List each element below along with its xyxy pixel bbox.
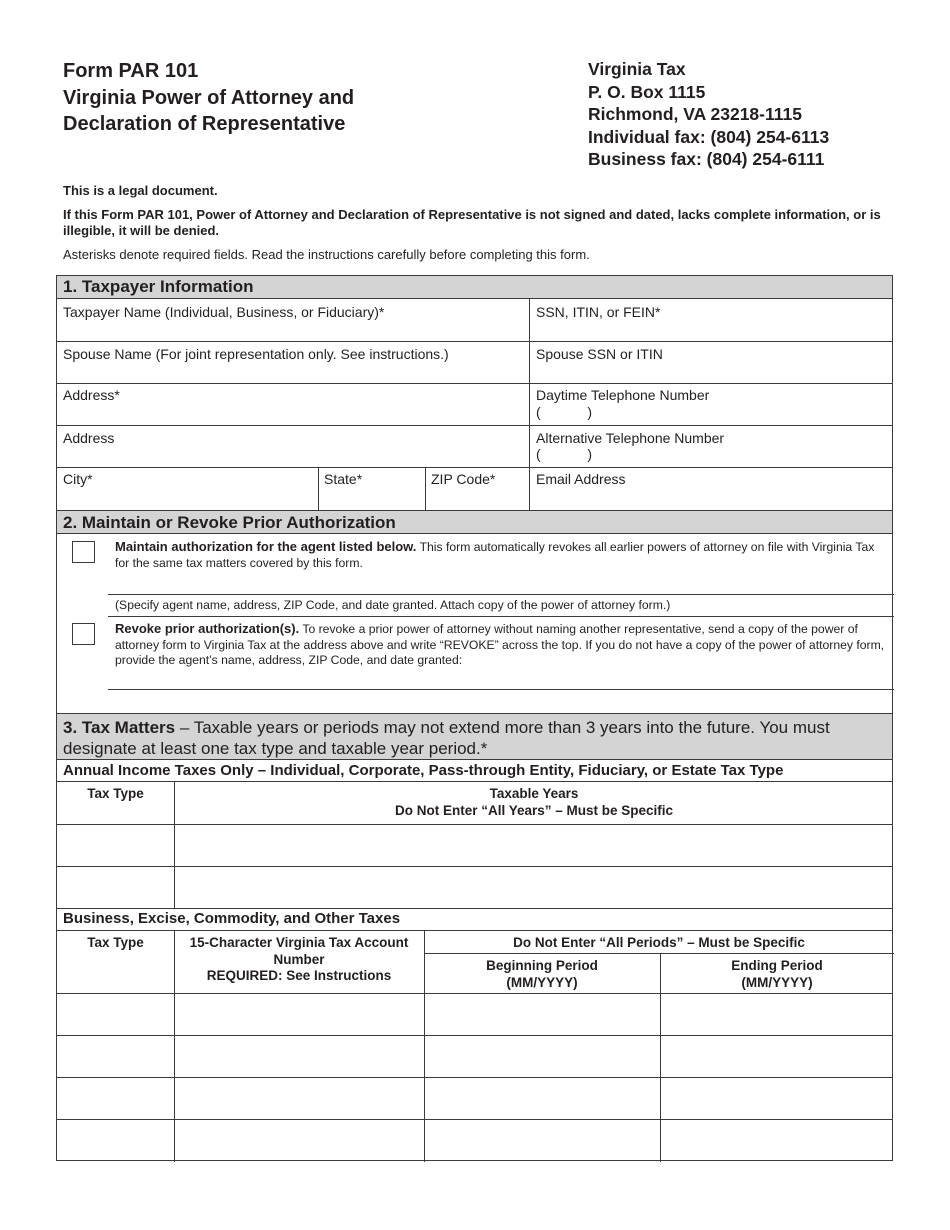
divider [57,1035,892,1036]
legal-notice: This is a legal document. [63,183,218,198]
daytime-phone-field[interactable]: Daytime Telephone Number [536,387,710,403]
ending-period-label: Ending Period [731,958,823,973]
po-box: P. O. Box 1115 [588,81,706,102]
ending-period-format: (MM/YYYY) [741,974,813,990]
section3-heading [57,713,892,760]
state-field[interactable]: State* [324,471,363,487]
business-fax: Business fax: (804) 254-6111 [588,149,825,169]
divider [57,467,892,468]
beginning-period-format: (MM/YYYY) [506,974,578,990]
business-tax-type-header: Tax Type [87,935,144,950]
form-body [56,275,893,1161]
specify-note: (Specify agent name, address, ZIP Code, and date granted. Attach copy of the power of attorney form.) [115,598,671,612]
divider [57,824,892,825]
ssn-field[interactable]: SSN, ITIN, or FEIN* [536,304,661,320]
section2-heading: 2. Maintain or Revoke Prior Authorization [57,510,892,534]
beginning-period-header [424,958,660,991]
maintain-desc: This form automatically revokes all earlier powers of attorney on file with Virginia Tax for the same tax matters covered by this form. [115,540,875,570]
divider [57,425,892,426]
spouse-ssn-field[interactable]: Spouse SSN or ITIN [536,346,663,362]
divider [318,467,319,510]
maintain-checkbox[interactable] [72,541,95,563]
taxable-years-label: Taxable Years [489,786,579,801]
revoke-desc: To revoke a prior power of attorney without naming another representative, send a copy of the power of attorney form to Virginia Tax at the address above and write “REVOKE” across the top. If you do not have a copy of the power of attorney form, provide the agent’s name, address, ZIP Code, and date granted: [115,622,885,667]
agency-name: Virginia Tax [588,59,686,79]
beginning-period-label: Beginning Period [486,958,598,973]
zip-field[interactable]: ZIP Code* [431,471,496,487]
form-title [63,58,483,138]
annual-tax-type-header: Tax Type [87,786,144,801]
account-number-line1: 15-Character Virginia Tax Account [189,935,409,950]
divider [57,866,892,867]
business-taxes-heading: Business, Excise, Commodity, and Other Taxes [57,908,892,931]
alt-phone-field[interactable]: Alternative Telephone Number [536,430,725,446]
divider [57,993,892,994]
divider [425,467,426,510]
daytime-phone-parens: ( ) [536,404,592,420]
revoke-bold: Revoke prior authorization(s). [115,621,300,636]
revoke-text [115,621,887,669]
account-number-header [174,935,424,985]
city-state-zip: Richmond, VA 23218-1115 [588,104,802,124]
maintain-agent-line[interactable] [108,594,894,595]
ending-period-header [660,958,894,991]
address1-field[interactable]: Address* [63,387,120,403]
divider [424,953,894,954]
denial-notice: If this Form PAR 101, Power of Attorney and Declaration of Representative is not signed and dated, lacks complete information, or is illegible, it will be denied. [63,207,881,238]
not-all-years-label: Do Not Enter “All Years” – Must be Specific [394,802,674,818]
account-number-line2: Number [273,951,325,967]
taxable-years-header [174,786,894,819]
form-number: Form PAR 101 [63,60,199,82]
alt-phone-parens: ( ) [536,446,592,462]
divider [57,341,892,342]
divider [57,383,892,384]
divider [108,616,894,617]
form-title-line2: Declaration of Representative [63,113,346,135]
revoke-agent-line[interactable] [108,689,894,690]
city-field[interactable]: City* [63,471,93,487]
taxpayer-name-field[interactable]: Taxpayer Name (Individual, Business, or Fiduciary)* [63,304,385,320]
section1-heading: 1. Taxpayer Information [57,276,892,299]
asterisk-notice: Asterisks denote required fields. Read the instructions carefully before completing this form. [63,247,590,262]
divider [529,299,530,510]
address2-field[interactable]: Address [63,430,115,446]
section3-heading-bold: 3. Tax Matters [63,718,176,737]
account-number-line3: REQUIRED: See Instructions [206,968,392,983]
annual-taxes-heading: Annual Income Taxes Only – Individual, Corporate, Pass-through Entity, Fiduciary, or Estate Tax Type [57,760,892,782]
section3-heading-text: – Taxable years or periods may not extend more than 3 years into the future. You must designate at least one tax type and taxable year period.* [63,718,830,758]
spouse-name-field[interactable]: Spouse Name (For joint representation only. See instructions.) [63,346,449,362]
individual-fax: Individual fax: (804) 254-6113 [588,126,830,147]
revoke-checkbox[interactable] [72,623,95,645]
email-field[interactable]: Email Address [536,471,626,487]
divider [57,1119,892,1120]
agency-address [588,58,928,171]
form-title-line1: Virginia Power of Attorney and [63,86,355,109]
divider [57,1077,892,1078]
maintain-bold: Maintain authorization for the agent listed below. [115,539,417,554]
not-all-periods-header: Do Not Enter “All Periods” – Must be Specific [513,935,805,950]
maintain-text [115,539,887,571]
